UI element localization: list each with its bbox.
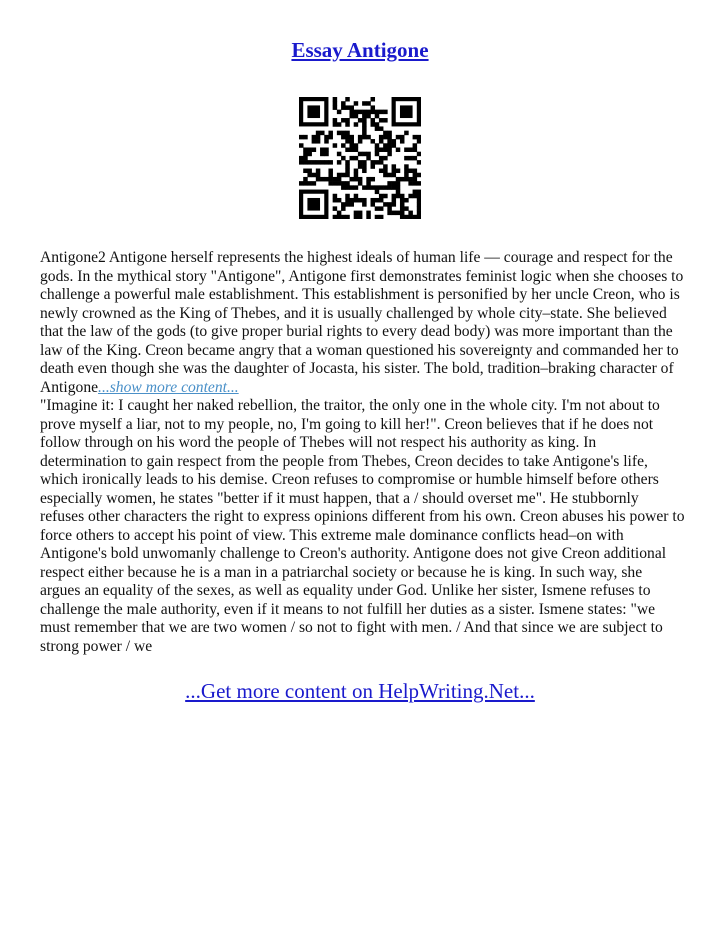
- essay-paragraph-1: [40, 249, 685, 397]
- more-content-link[interactable]: ...Get more content on HelpWriting.Net...: [185, 679, 535, 703]
- more-content-container: [0, 679, 720, 704]
- essay-body: [40, 249, 685, 656]
- essay-paragraph-2: "Imagine it: I caught her naked rebellion, the traitor, the only one in the whole city. I'm not about to prove myself a liar, not to my people, no, I'm going to kill her!". Creon believes that if he does not follow through on his word the people of Thebes will not respect his authority as king. In determination to gain respect from the people from Thebes, Creon decides to take Antigone's life, which ironically leads to his demise. Creon refuses to compromise or humble himself before others especially women, he states "better if it must happen, that a / should overset me". He stubbornly refuses other characters the right to express opinions different from his own. Creon abuses his power to force others to accept his point of view. This extreme male dominance conflicts head–on with Antigone's bold unwomanly challenge to Creon's authority. Antigone does not give Creon additional respect either because he is a man in a patriarchal society or because he is king. In such way, she argues an equality of the sexes, as well as equality under God. Unlike her sister, Ismene refuses to challenge the male authority, even if it means to not fulfill her duties as a sister. Ismene states: "we must remember that we are two women / so not to fight with men. / And that since we are subject to strong power / we: [40, 397, 685, 655]
- title-link[interactable]: Essay Antigone: [291, 38, 429, 62]
- paragraph-1-text: Antigone2 Antigone herself represents the highest ideals of human life — courage and respect for the gods. In the mythical story "Antigone", Antigone first demonstrates feminist logic when she chooses to challenge a powerful male establishment. This establishment is personified by her uncle Creon, who is newly crowned as the King of Thebes, and it is usually challenged by whole city–state. She believed that the law of the gods (to give proper burial rights to every dead body) was more important than the law of the King. Creon became angry that a woman questioned his sovereignty and commanded her to death even though she was the daughter of Jocasta, his sister. The bold, tradition–braking character of Antigone: [40, 249, 684, 396]
- qr-code-icon: [299, 97, 421, 219]
- show-more-link[interactable]: ...show more content...: [98, 378, 239, 396]
- page-title: [0, 38, 720, 63]
